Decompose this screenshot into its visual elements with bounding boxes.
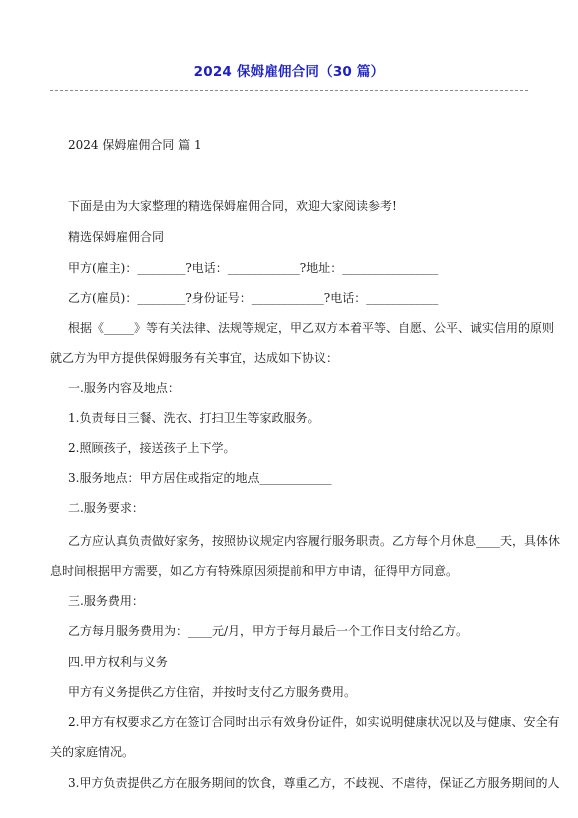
- paragraph-line: 1.负责每日三餐、洗衣、打扫卫生等家政服务。: [68, 411, 320, 425]
- paragraph-line: 乙方应认真负责做好家务，按照协议规定内容履行服务职责。乙方每个月休息____天，具体休: [68, 534, 561, 548]
- section-heading: 2024 保姆雇佣合同 篇 1: [68, 138, 202, 152]
- paragraph-line: 3.甲方负责提供乙方在服务期间的饮食，尊重乙方，不歧视、不虐待，保证乙方服务期间的人: [68, 776, 560, 790]
- paragraph-line: 关的家庭情况。: [50, 745, 135, 759]
- paragraph-line: 精选保姆雇佣合同: [68, 230, 165, 244]
- paragraph-line: 三.服务费用：: [68, 594, 144, 608]
- paragraph-line: 甲方有义务提供乙方住宿，并按时支付乙方服务费用。: [68, 685, 357, 699]
- paragraph-line: 一.服务内容及地点：: [68, 381, 180, 395]
- paragraph-line: 3.服务地点：甲方居住或指定的地点____________: [68, 471, 332, 485]
- paragraph-line: 下面是由为大家整理的精选保姆雇佣合同，欢迎大家阅读参考!: [68, 199, 397, 213]
- paragraph-line: 甲方(雇主)：________?电话：____________?地址：________________: [68, 261, 439, 275]
- document-title: 2024 保姆雇佣合同（30 篇）: [193, 64, 385, 80]
- paragraph-line: 四.甲方权利与义务: [68, 655, 168, 669]
- paragraph-line: 乙方每月服务费用为：____元/月，甲方于每月最后一个工作日支付给乙方。: [68, 624, 469, 638]
- title-divider: [50, 90, 528, 91]
- paragraph-line: 就乙方为甲方提供保姆服务有关事宜，达成如下协议：: [50, 351, 339, 365]
- paragraph-line: 乙方(雇员)：________?身份证号：____________?电话：____________: [68, 291, 439, 305]
- paragraph-line: 息时间根据甲方需要，如乙方有特殊原因须提前和甲方申请，征得甲方同意。: [50, 564, 459, 578]
- paragraph-line: 根据《_____》等有关法律、法规等规定，甲乙双方本着平等、自愿、公平、诚实信用的原则: [68, 321, 555, 335]
- paragraph-line: 二.服务要求：: [68, 501, 144, 515]
- paragraph-line: 2.照顾孩子，接送孩子上下学。: [68, 441, 236, 455]
- paragraph-line: 2.甲方有权要求乙方在签订合同时出示有效身份证件，如实说明健康状况以及与健康、安全有: [68, 715, 560, 729]
